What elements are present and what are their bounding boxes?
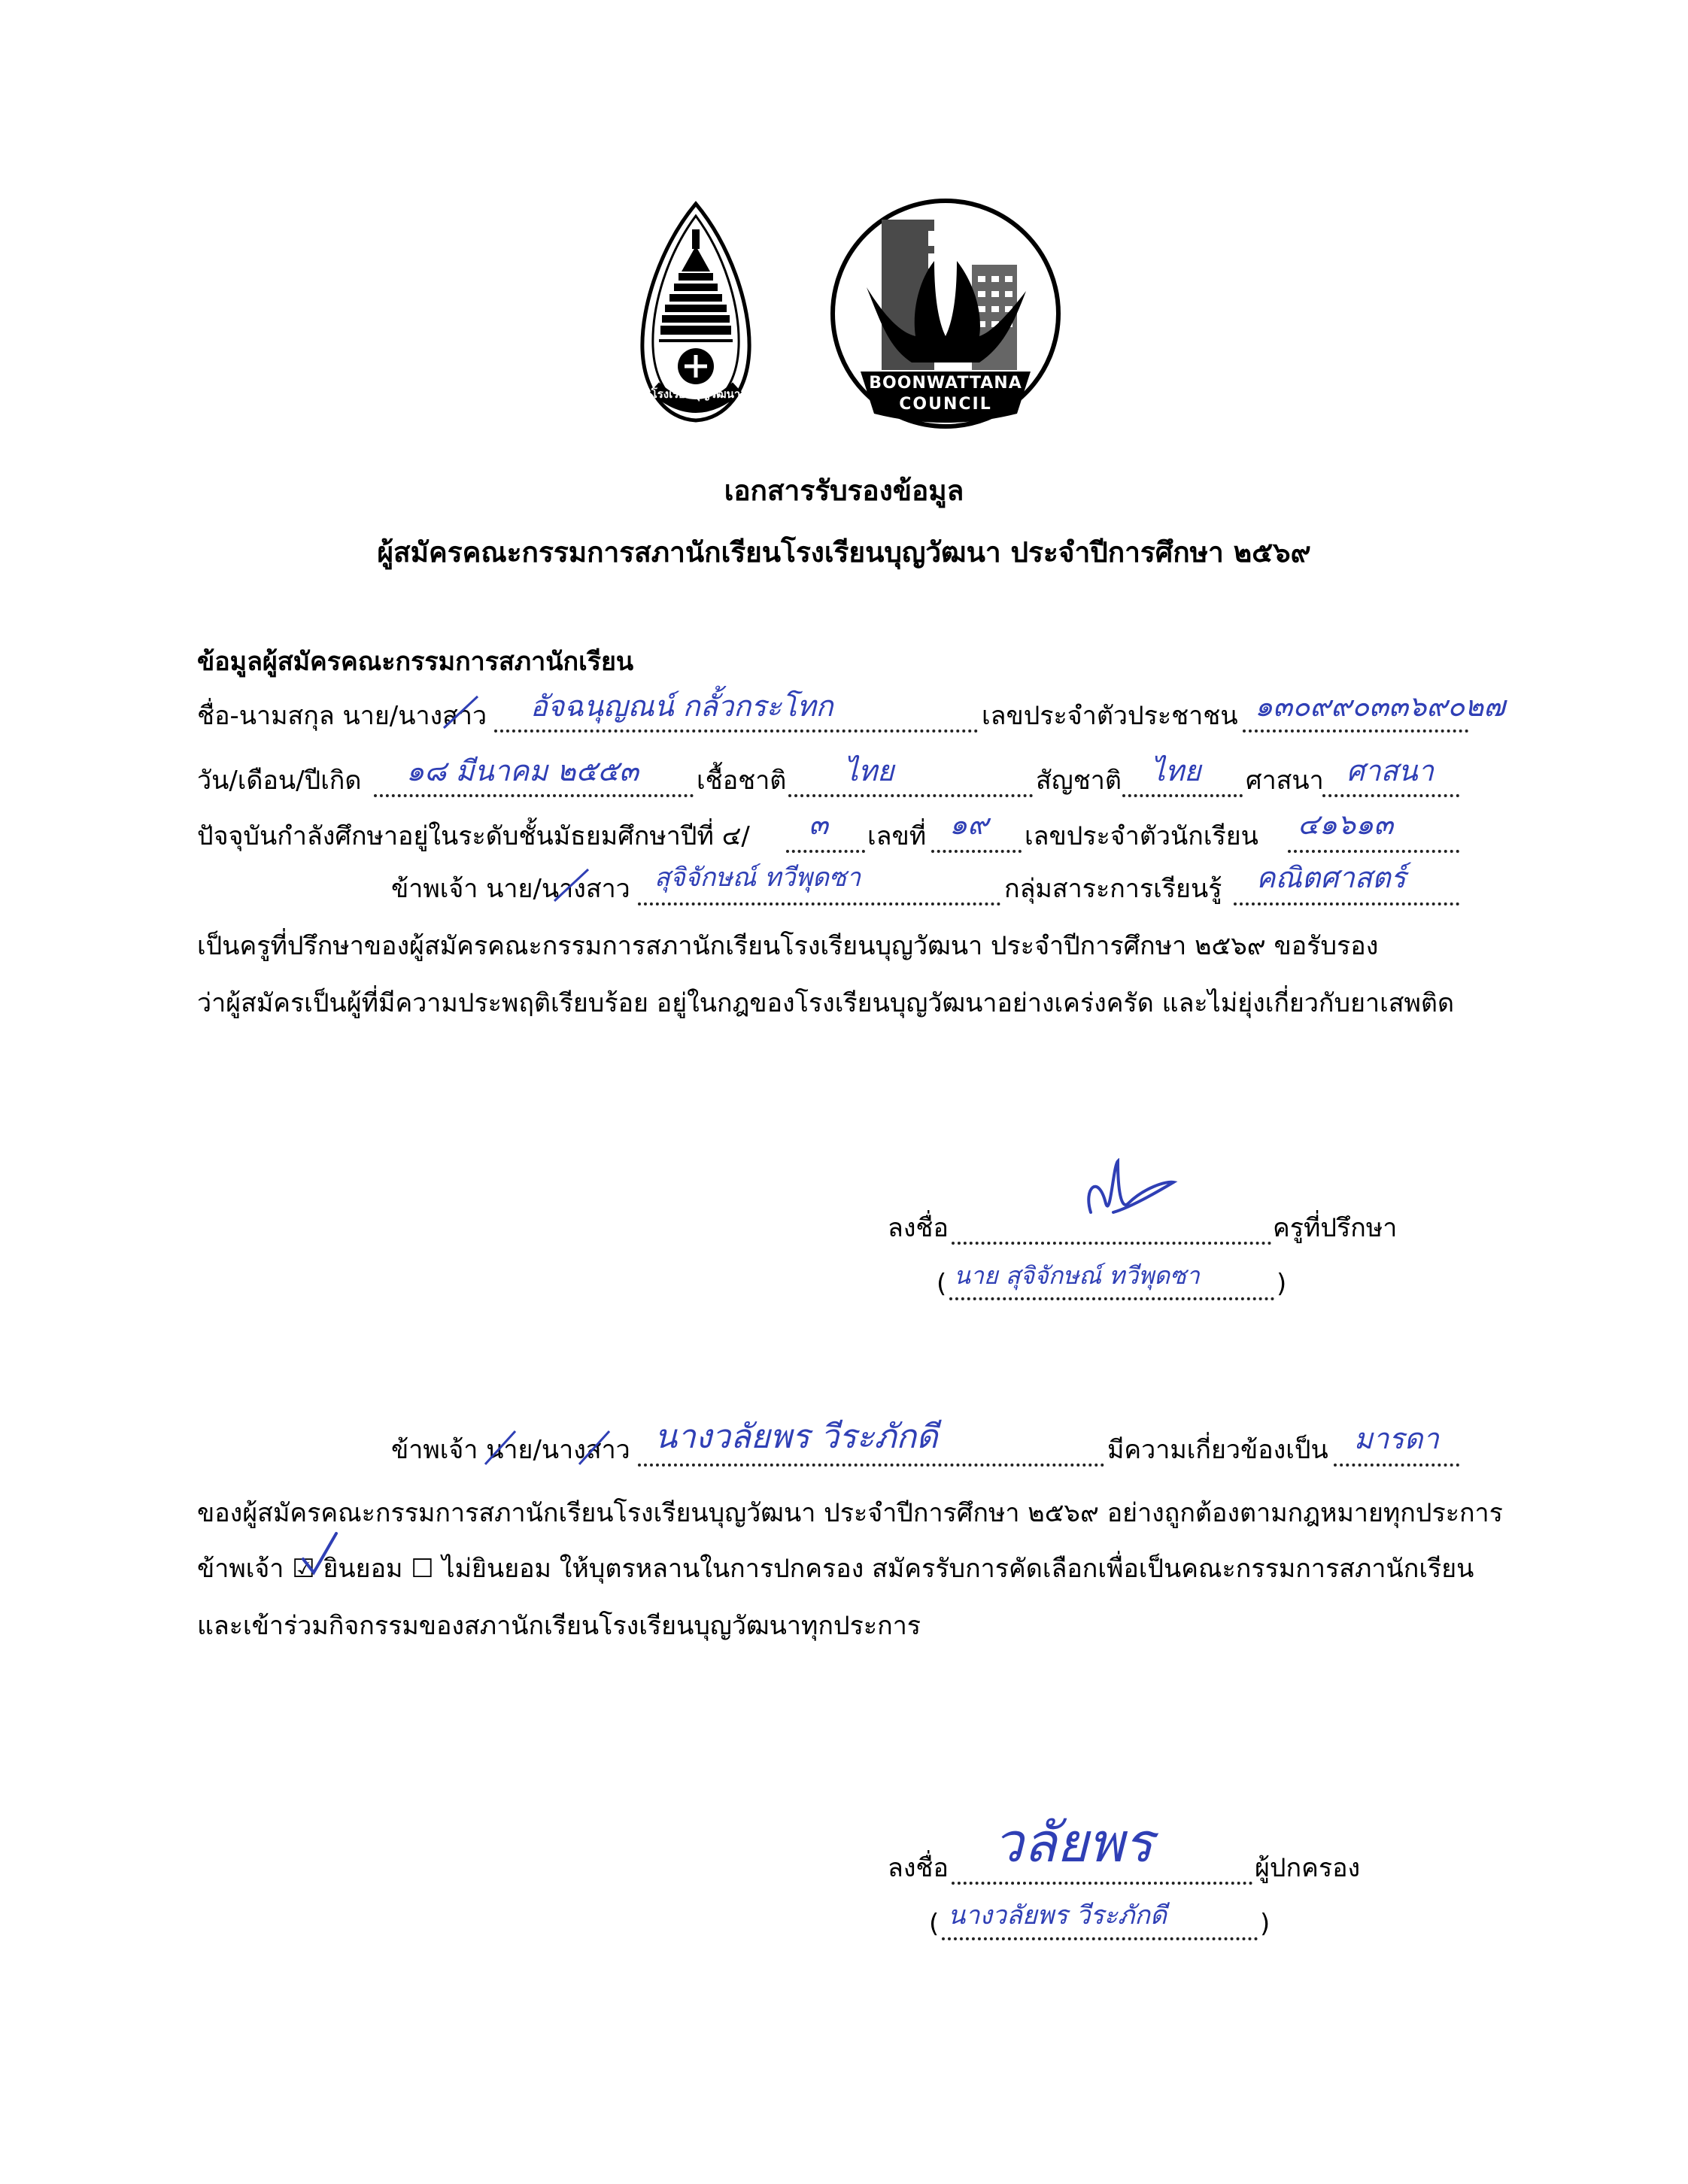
relation-dotted-line [1334, 1464, 1459, 1467]
consent-prefix: ข้าพเจ้า [197, 1554, 284, 1584]
student-id-label: เลขประจำตัวนักเรียน [1025, 821, 1258, 851]
student-id-value: ๔๑๖๑๓ [1298, 808, 1394, 841]
consent-no-checkbox[interactable]: ☐ [411, 1554, 434, 1584]
consent-no-label: ไม่ยินยอม [442, 1554, 551, 1584]
advisor-statement-2: ว่าผู้สมัครเป็นผู้ที่มีความประพฤติเรียบร้อย อยู่ในกฎของโรงเรียนบุญวัฒนาอย่างเคร่งครัด และไม่ยุ่งเกี่ยวกับยาเสพติด [197, 988, 1455, 1018]
advisor-name-value: สุจิจักษณ์ ทวีพุดซา [654, 863, 861, 893]
student-id-dotted-line [1288, 850, 1459, 853]
subject-group-label: กลุ่มสาระการเรียนรู้ [1004, 874, 1222, 904]
citizen-id-value: ๑๓๐๙๙๐๓๓๖๙๐๒๗ [1255, 690, 1505, 723]
applicant-name-value: อัจฉนุญณน์ กลั้วกระโทก [530, 690, 833, 723]
guardian-printed-name: นางวลัยพร วีระภักดี [948, 1900, 1167, 1931]
consent-check-mark [297, 1529, 342, 1582]
grade-label: ปัจจุบันกำลังศึกษาอยู่ในระดับชั้นมัธยมศึกษาปีที่ ๔/ [197, 821, 750, 851]
council-logo-line2: COUNCIL [899, 395, 992, 414]
guardian-sign-label: ลงชื่อ [888, 1853, 949, 1883]
grade-value: ๓ [809, 808, 828, 841]
guardian-open-paren: ( [929, 1909, 940, 1939]
advisor-statement-1: เป็นครูที่ปรึกษาของผู้สมัครคณะกรรมการสภานักเรียนโรงเรียนบุญวัฒนา ประจำปีการศึกษา ๒๕๖๙ ขอรับรอง [197, 931, 1379, 961]
nationality-dotted-line [1122, 794, 1243, 797]
guardian-statement-1: ของผู้สมัครคณะกรรมการสภานักเรียนโรงเรียนบุญวัฒนา ประจำปีการศึกษา ๒๕๖๙ อย่างถูกต้องตามกฎหมายทุกประการ [197, 1498, 1503, 1528]
grade-dotted-line [786, 850, 865, 853]
advisor-open-paren: ( [937, 1269, 947, 1299]
advisor-intro-label: ข้าพเจ้า นาย/นางสาว [391, 874, 630, 904]
number-dotted-line [931, 850, 1022, 853]
guardian-sign-role: ผู้ปกครอง [1255, 1853, 1361, 1883]
applicant-strikeout-mark [440, 692, 485, 733]
consent-line [197, 1550, 1474, 1588]
guardian-intro-label: ข้าพเจ้า นาย/นางสาว [391, 1435, 630, 1465]
council-logo-line1: BOONWATTANA [869, 374, 1022, 393]
number-value: ๑๙ [949, 808, 988, 841]
applicant-heading: ข้อมูลผู้สมัครคณะกรรมการสภานักเรียน [197, 647, 634, 677]
dob-label: วัน/เดือน/ปีเกิด [197, 766, 362, 796]
guardian-statement-3: และเข้าร่วมกิจกรรมของสภานักเรียนโรงเรียนบุญวัฒนาทุกประการ [197, 1611, 921, 1641]
subject-group-value: คณิตศาสตร์ [1256, 861, 1407, 894]
citizen-id-label: เลขประจำตัวประชาชน [982, 701, 1238, 731]
dob-value: ๑๘ มีนาคม ๒๕๕๓ [406, 754, 639, 787]
consent-yes-label: ยินยอม [323, 1554, 403, 1584]
guardian-close-paren: ) [1260, 1909, 1271, 1939]
nationality-value: ไทย [1151, 754, 1201, 787]
relation-value: มารดา [1354, 1422, 1439, 1455]
religion-dotted-line [1322, 794, 1459, 797]
advisor-sign-dotted-line [952, 1242, 1271, 1245]
name-dotted-line [494, 730, 978, 733]
name-label: ชื่อ-นามสกุล นาย/นางสาว [197, 701, 487, 731]
advisor-sign-role: ครูที่ปรึกษา [1273, 1213, 1398, 1243]
document-title: เอกสารรับรองข้อมูล [724, 475, 964, 507]
guardian-signature: วลัยพร [993, 1811, 1153, 1874]
document-subtitle: ผู้สมัครคณะกรรมการสภานักเรียนโรงเรียนบุญวัฒนา ประจำปีการศึกษา ๒๕๖๙ [377, 536, 1311, 569]
advisor-signature [1068, 1158, 1181, 1226]
guardian-name-value: นางวลัยพร วีระภักดี [654, 1418, 938, 1456]
advisor-printed-name: นาย สุจิจักษณ์ ทวีพุดซา [954, 1261, 1200, 1290]
religion-value: ศาสนา [1346, 754, 1434, 787]
dob-dotted-line [374, 794, 694, 797]
guardian-strikeout-marks [481, 1425, 617, 1470]
relation-label: มีความเกี่ยวข้องเป็น [1107, 1435, 1328, 1465]
advisor-printed-dotted-line [949, 1297, 1274, 1300]
number-label: เลขที่ [867, 821, 927, 851]
citizen-id-dotted-line [1243, 730, 1468, 733]
advisor-close-paren: ) [1277, 1269, 1287, 1299]
guardian-name-dotted-line [638, 1464, 1104, 1467]
nationality-label: สัญชาติ [1036, 766, 1122, 796]
guardian-sign-dotted-line [952, 1882, 1252, 1885]
guardian-printed-dotted-line [942, 1937, 1258, 1940]
consent-rest-text: ให้บุตรหลานในการปกครอง สมัครรับการคัดเลือกเพื่อเป็นคณะกรรมการสภานักเรียน [559, 1554, 1474, 1584]
race-value: ไทย [844, 754, 894, 787]
advisor-sign-label: ลงชื่อ [888, 1213, 949, 1243]
advisor-name-dotted-line [638, 902, 1000, 905]
race-label: เชื้อชาติ [697, 766, 787, 796]
advisor-strikeout-mark [551, 865, 596, 906]
school-seal-text: โรงเรียนบุญวัฒนา [651, 387, 741, 401]
religion-label: ศาสนา [1246, 766, 1324, 796]
consent-yes-checkbox[interactable]: ☑ [292, 1554, 315, 1584]
subject-group-dotted-line [1234, 902, 1459, 905]
race-dotted-line [788, 794, 1033, 797]
